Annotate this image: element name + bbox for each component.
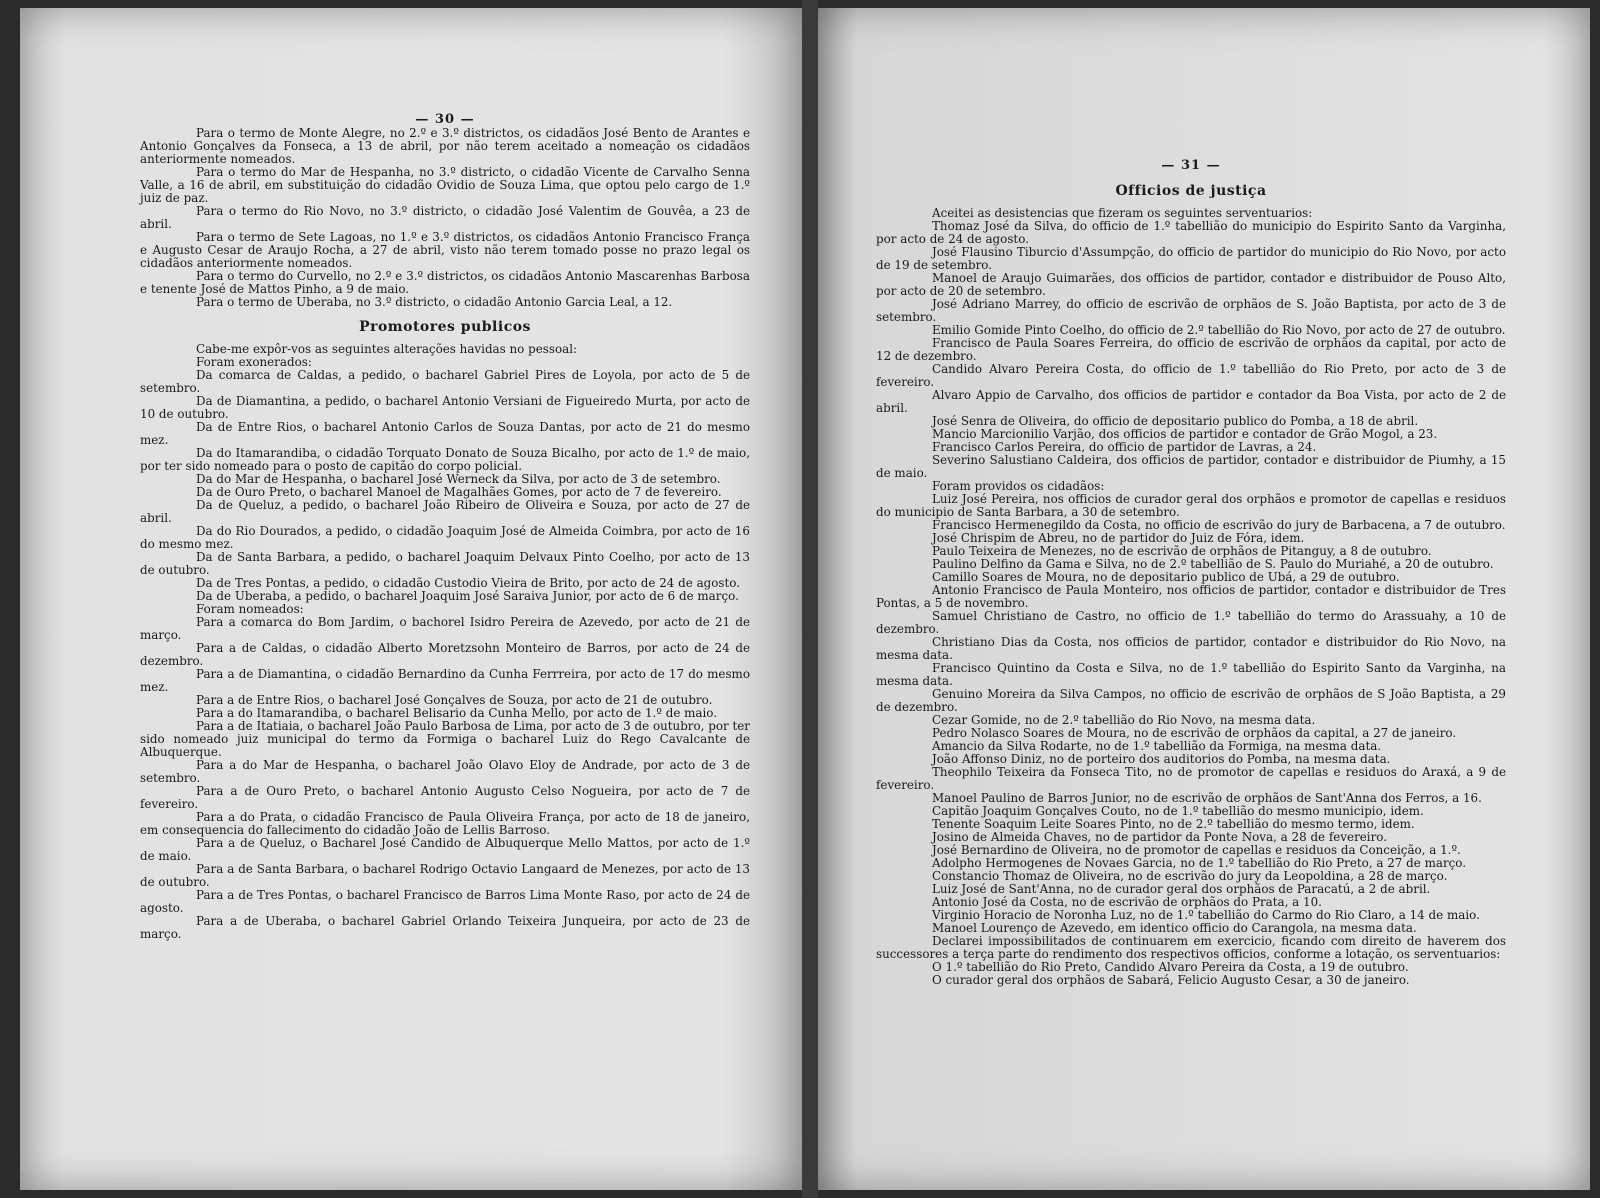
paragraph: Declarei impossibilitados de continuarem em exercicio, ficando com direito de haverem dos successores a terça parte do rendimento dos respectivos officios, conforme a lotação, os serventuarios: xyxy=(876,934,1506,961)
paragraph: Para a do Mar de Hespanha, o bacharel João Olavo Eloy de Andrade, por acto de 3 de setembro. xyxy=(140,758,750,785)
section-title-officios: Officios de justiça xyxy=(1115,183,1267,199)
paragraph: Para a comarca do Bom Jardim, o bachorel Isidro Pereira de Azevedo, por acto de 21 de março. xyxy=(140,615,750,642)
paragraph: Da do Itamarandiba, o cidadão Torquato Donato de Souza Bicalho, por acto de 1.º de maio, por ter sido nomeado para o posto de capitão do corpo policial. xyxy=(140,446,750,473)
paragraph: Da de Uberaba, a pedido, o bacharel Joaquim José Saraiva Junior, por acto de 6 de março. xyxy=(196,589,739,603)
paragraph: Christiano Dias da Costa, nos officios de partidor, contador e distribuidor do Rio Novo, na mesma data. xyxy=(876,635,1506,662)
paragraph: Samuel Christiano de Castro, no officio de 1.º tabellião do termo do Arassuahy, a 10 de dezembro. xyxy=(876,609,1506,636)
paragraph: Foram providos os cidadãos: xyxy=(932,479,1105,493)
paragraph: Theophilo Teixeira da Fonseca Tito, no de promotor de capellas e residuos do Araxá, a 9 de fevereiro. xyxy=(876,765,1506,792)
paragraph: Para a de Queluz, o Bacharel José Candido de Albuquerque Mello Mattos, por acto de 1.º de maio. xyxy=(140,836,750,863)
paragraph: Da de Entre Rios, o bacharel Antonio Carlos de Souza Dantas, por acto de 21 do mesmo mez. xyxy=(140,420,750,447)
paragraph: Francisco Hermenegildo da Costa, no officio de escrivão do jury de Barbacena, a 7 de outubro. xyxy=(932,518,1506,532)
paragraph: Da do Mar de Hespanha, o bacharel José Werneck da Silva, por acto de 3 de setembro. xyxy=(196,472,721,486)
paragraph: Da de Santa Barbara, a pedido, o bacharel Joaquim Delvaux Pinto Coelho, por acto de 13 de outubro. xyxy=(140,550,750,577)
paragraph: Para o termo de Uberaba, no 3.º districto, o cidadão Antonio Garcia Leal, a 12. xyxy=(196,295,673,309)
paragraph: Da de Queluz, a pedido, o bacharel João Ribeiro de Oliveira e Souza, por acto de 27 de abril. xyxy=(140,498,750,525)
paragraph: Manoel Paulino de Barros Junior, no de escrivão de orphãos de Sant'Anna dos Ferros, a 16. xyxy=(932,791,1482,805)
paragraph: Constancio Thomaz de Oliveira, no de escrivão do jury da Leopoldina, a 28 de março. xyxy=(932,869,1448,883)
paragraph: Foram exonerados: xyxy=(196,355,312,369)
paragraph: João Affonso Diniz, no de porteiro dos auditorios do Pomba, na mesma data. xyxy=(932,752,1391,766)
paragraph: Mancio Marcionilio Varjão, dos officios de partidor e contador de Grão Mogol, a 23. xyxy=(932,427,1438,441)
paragraph: Emilio Gomide Pinto Coelho, do officio de 2.º tabellião do Rio Novo, por acto de 27 de outubro. xyxy=(932,323,1506,337)
paragraph: José Adriano Marrey, do officio de escrivão de orphãos de S. João Baptista, por acto de 3 de setembro. xyxy=(876,297,1506,324)
right-text-column xyxy=(876,158,1506,987)
paragraph: Josino de Almeida Chaves, no de partidor da Ponte Nova, a 28 de fevereiro. xyxy=(932,830,1388,844)
paragraph: Para o termo do Curvello, no 2.º e 3.º districtos, os cidadãos Antonio Mascarenhas Barbosa e tenente José de Mattos Pinho, a 9 de maio. xyxy=(140,269,750,296)
right-page xyxy=(818,8,1590,1190)
paragraph: Para a de Uberaba, o bacharel Gabriel Orlando Teixeira Junqueira, por acto de 23 de março. xyxy=(140,914,750,941)
paragraph: Da do Rio Dourados, a pedido, o cidadão Joaquim José de Almeida Coimbra, por acto de 16 do mesmo mez. xyxy=(140,524,750,551)
paragraph: O curador geral dos orphãos de Sabará, Felicio Augusto Cesar, a 30 de janeiro. xyxy=(932,973,1410,987)
paragraph: Luiz José de Sant'Anna, no de curador geral dos orphãos de Paracatú, a 2 de abril. xyxy=(932,882,1431,896)
paragraph: Para a de Santa Barbara, o bacharel Rodrigo Octavio Langaard de Menezes, por acto de 13 de outubro. xyxy=(140,862,750,889)
page-number: — 30 — xyxy=(415,112,475,127)
paragraph: Para a de Entre Rios, o bacharel José Gonçalves de Souza, por acto de 21 de outubro. xyxy=(196,693,713,707)
paragraph: Thomaz José da Silva, do officio de 1.º tabellião do municipio do Espirito Santo da Varginha, por acto de 24 de agosto. xyxy=(876,219,1506,246)
left-text-column xyxy=(140,112,750,941)
paragraph: Para o termo do Mar de Hespanha, no 3.º districto, o cidadão Vicente de Carvalho Senna Valle, a 16 de abril, em substituição do cidadão Ovidio de Souza Lima, que optou pelo cargo de 1.º juiz de paz. xyxy=(140,165,750,205)
paragraph: Candido Alvaro Pereira Costa, do officio de 1.º tabellião do Rio Preto, por acto de 3 de fevereiro. xyxy=(876,362,1506,389)
paragraph: Da de Ouro Preto, o bacharel Manoel de Magalhães Gomes, por acto de 7 de fevereiro. xyxy=(196,485,722,499)
paragraph: Manoel Lourenço de Azevedo, em identico officio do Carangola, na mesma data. xyxy=(932,921,1417,935)
paragraph: José Chrispim de Abreu, no de partidor do Juiz de Fóra, idem. xyxy=(932,531,1305,545)
paragraph: Paulo Teixeira de Menezes, no de escrivão de orphãos de Pitanguy, a 8 de outubro. xyxy=(932,544,1432,558)
book-gutter xyxy=(802,0,818,1198)
paragraph: Pedro Nolasco Soares de Moura, no de escrivão de orphãos da capital, a 27 de janeiro. xyxy=(932,726,1457,740)
paragraph: Para o termo de Monte Alegre, no 2.º e 3.º districtos, os cidadãos José Bento de Arantes e Antonio Gonçalves da Fonseca, a 13 de abril, por não terem aceitado a nomeação os cidadãos anteriormente nomeados. xyxy=(140,126,750,166)
paragraph: Capitão Joaquim Gonçalves Couto, no de 1.º tabellião do mesmo municipio, idem. xyxy=(932,804,1424,818)
paragraph: Aceitei as desistencias que fizeram os seguintes serventuarios: xyxy=(932,206,1313,220)
paragraph: Paulino Delfino da Gama e Silva, no de 2.º tabellião de S. Paulo do Muriahé, a 20 de outubro. xyxy=(932,557,1494,571)
paragraph: Francisco Quintino da Costa e Silva, no de 1.º tabellião do Espirito Santo da Varginha, na mesma data. xyxy=(876,661,1506,688)
paragraph: Cezar Gomide, no de 2.º tabellião do Rio Novo, na mesma data. xyxy=(932,713,1316,727)
paragraph: Francisco Carlos Pereira, do officio de partidor de Lavras, a 24. xyxy=(932,440,1317,454)
paragraph: Foram nomeados: xyxy=(196,602,304,616)
paragraph: Alvaro Appio de Carvalho, dos officios de partidor e contador da Boa Vista, por acto de 2 de abril. xyxy=(876,388,1506,415)
paragraph: Para o termo de Sete Lagoas, no 1.º e 3.º districtos, os cidadãos Antonio Francisco França e Augusto Cesar de Araujo Rocha, a 27 de abril, visto não terem tomado posse no prazo legal os cidadãos anteriormente nomeados. xyxy=(140,230,750,270)
paragraph: Para a de Ouro Preto, o bacharel Antonio Augusto Celso Nogueira, por acto de 7 de fevereiro. xyxy=(140,784,750,811)
paragraph: Luiz José Pereira, nos officios de curador geral dos orphãos e promotor de capellas e residuos do municipio de Santa Barbara, a 30 de setembro. xyxy=(876,492,1506,519)
paragraph: Para a de Tres Pontas, o bacharel Francisco de Barros Lima Monte Raso, por acto de 24 de agosto. xyxy=(140,888,750,915)
paragraph: Para a do Prata, o cidadão Francisco de Paula Oliveira França, por acto de 18 de janeiro, em consequencia do fallecimento do cidadão João de Lellis Barroso. xyxy=(140,810,750,837)
paragraph: Antonio José da Costa, no de escrivão de orphãos do Prata, a 10. xyxy=(932,895,1322,909)
paragraph: José Bernardino de Oliveira, no de promotor de capellas e residuos da Conceição, a 1.º. xyxy=(932,843,1461,857)
paragraph: Cabe-me expôr-vos as seguintes alterações havidas no pessoal: xyxy=(196,342,578,356)
section-title-promotores: Promotores publicos xyxy=(359,319,531,335)
paragraph: Francisco de Paula Soares Ferreira, do officio de escrivão de orphãos da capital, por acto de 12 de dezembro. xyxy=(876,336,1506,363)
paragraph: José Flausino Tiburcio d'Assumpção, do officio de partidor do municipio do Rio Novo, por acto de 19 de setembro. xyxy=(876,245,1506,272)
paragraph: Manoel de Araujo Guimarães, dos officios de partidor, contador e distribuidor de Pouso Alto, por acto de 20 de setembro. xyxy=(876,271,1506,298)
left-paragraphs-a xyxy=(140,127,750,309)
paragraph: Para o termo do Rio Novo, no 3.º districto, o cidadão José Valentim de Gouvêa, a 23 de abril. xyxy=(140,204,750,231)
right-paragraphs xyxy=(876,207,1506,987)
paragraph: Camillo Soares de Moura, no de depositario publico de Ubá, a 29 de outubro. xyxy=(932,570,1400,584)
paragraph: José Senra de Oliveira, do officio de depositario publico do Pomba, a 18 de abril. xyxy=(932,414,1419,428)
paragraph: Da de Diamantina, a pedido, o bacharel Antonio Versiani de Figueiredo Murta, por acto de 10 de outubro. xyxy=(140,394,750,421)
paragraph: Antonio Francisco de Paula Monteiro, nos officios de partidor, contador e distribuidor de Tres Pontas, a 5 de novembro. xyxy=(876,583,1506,610)
left-page xyxy=(20,8,802,1190)
paragraph: Genuino Moreira da Silva Campos, no officio de escrivão de orphãos de S João Baptista, a 29 de dezembro. xyxy=(876,687,1506,714)
paragraph: Para a do Itamarandiba, o bacharel Belisario da Cunha Mello, por acto de 1.º de maio. xyxy=(196,706,718,720)
paragraph: O 1.º tabellião do Rio Preto, Candido Alvaro Pereira da Costa, a 19 de outubro. xyxy=(932,960,1409,974)
paragraph: Para a de Caldas, o cidadão Alberto Moretzsohn Monteiro de Barros, por acto de 24 de dezembro. xyxy=(140,641,750,668)
paragraph: Para a de Diamantina, o cidadão Bernardino da Cunha Ferrreira, por acto de 17 do mesmo mez. xyxy=(140,667,750,694)
paragraph: Da comarca de Caldas, a pedido, o bacharel Gabriel Pires de Loyola, por acto de 5 de setembro. xyxy=(140,368,750,395)
paragraph: Virginio Horacio de Noronha Luz, no de 1.º tabellião do Carmo do Rio Claro, a 14 de maio. xyxy=(932,908,1480,922)
paragraph: Adolpho Hermogenes de Novaes Garcia, no de 1.º tabellião do Rio Preto, a 27 de março. xyxy=(932,856,1467,870)
paragraph: Tenente Soaquim Leite Soares Pinto, no de 2.º tabellião do mesmo termo, idem. xyxy=(932,817,1415,831)
paragraph: Amancio da Silva Rodarte, no de 1.º tabellião da Formiga, na mesma data. xyxy=(932,739,1382,753)
page-number: — 31 — xyxy=(1161,158,1221,173)
paragraph: Severino Salustiano Caldeira, dos officios de partidor, contador e distribuidor de Piumhy, a 15 de maio. xyxy=(876,453,1506,480)
paragraph: Para a de Itatiaia, o bacharel João Paulo Barbosa de Lima, por acto de 3 de outubro, por ter sido nomeado juiz municipal do termo da Formiga o bacharel Luiz do Rego Cavalcante de Albuquerque. xyxy=(140,719,750,759)
left-paragraphs-b xyxy=(140,343,750,941)
paragraph: Da de Tres Pontas, a pedido, o cidadão Custodio Vieira de Brito, por acto de 24 de agosto. xyxy=(196,576,741,590)
